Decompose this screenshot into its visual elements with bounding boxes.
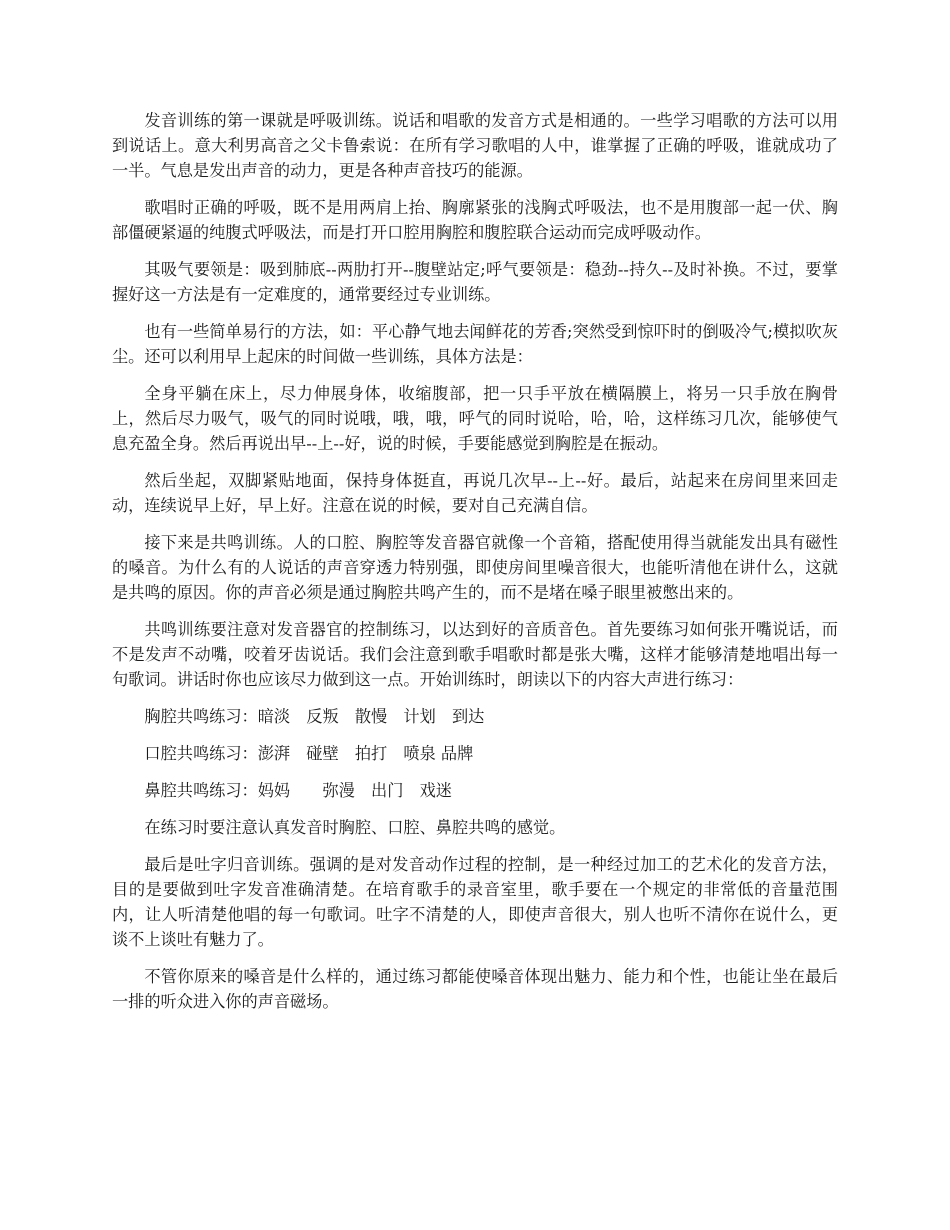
practice-line-chest: 胸腔共鸣练习：暗淡 反叛 散慢 计划 到达 xyxy=(144,707,485,726)
paragraph-practice-note: 在练习时要注意认真发音时胸腔、口腔、鼻腔共鸣的感觉。 xyxy=(144,818,566,837)
paragraph-resonance-training: 共鸣训练要注意对发音器官的控制练习，以达到好的音质音色。首先要练习如何张开嘴说话，而不是发声不动嘴，咬着牙齿说话。我们会注意到歌手唱歌时都是张大嘴，这样才能够清楚地唱出每一句歌词。讲话时你也应该尽力做到这一点。开始训练时，朗读以下的内容大声进行练习： xyxy=(112,620,838,689)
paragraph-breathing-intro: 发音训练的第一课就是呼吸训练。说话和唱歌的发音方式是相通的。一些学习唱歌的方法可以用到说话上。意大利男高音之父卡鲁索说：在所有学习歌唱的人中，谁掌握了正确的呼吸，谁就成功了一半。气息是发出声音的动力，更是各种声音技巧的能源。 xyxy=(112,111,838,180)
practice-line-mouth: 口腔共鸣练习：澎湃 碰壁 拍打 喷泉 品牌 xyxy=(144,744,474,763)
paragraph-breathing-keys: 其吸气要领是：吸到肺底--两肋打开--腹壁站定;呼气要领是：稳劲--持久--及时补换。不过，要掌握好这一方法是有一定难度的，通常要经过专业训练。 xyxy=(112,260,838,304)
paragraph-resonance-intro: 接下来是共鸣训练。人的口腔、胸腔等发音器官就像一个音箱，搭配使用得当就能发出具有磁性的嗓音。为什么有的人说话的声音穿透力特别强，即使房间里噪音很大，也能听清他在讲什么，这就是共鸣的原因。你的声音必须是通过胸腔共鸣产生的，而不是堵在嗓子眼里被憋出来的。 xyxy=(112,533,838,602)
paragraph-correct-breathing: 歌唱时正确的呼吸，既不是用两肩上抬、胸廓紧张的浅胸式呼吸法，也不是用腹部一起一伏、胸部僵硬紧逼的纯腹式呼吸法，而是打开口腔用胸腔和腹腔联合运动而完成呼吸动作。 xyxy=(112,198,838,242)
paragraph-lying-exercise: 全身平躺在床上，尽力伸展身体，收缩腹部，把一只手平放在横隔膜上，将另一只手放在胸骨上，然后尽力吸气，吸气的同时说哦，哦，哦，呼气的同时说哈，哈，哈，这样练习几次，能够使气息充盈全身。然后再说出早--上--好，说的时候，手要能感觉到胸腔是在振动。 xyxy=(112,384,838,453)
paragraph-simple-methods: 也有一些简单易行的方法，如：平心静气地去闻鲜花的芳香;突然受到惊吓时的倒吸冷气;模拟吹灰尘。还可以利用早上起床的时间做一些训练，具体方法是： xyxy=(112,322,838,366)
paragraph-conclusion: 不管你原来的嗓音是什么样的，通过练习都能使嗓音体现出魅力、能力和个性，也能让坐在最后一排的听众进入你的声音磁场。 xyxy=(112,967,838,1011)
paragraph-articulation: 最后是吐字归音训练。强调的是对发音动作过程的控制，是一种经过加工的艺术化的发音方法，目的是要做到吐字发音准确清楚。在培育歌手的录音室里，歌手要在一个规定的非常低的音量范围内，让人听清楚他唱的每一句歌词。吐字不清楚的人，即使声音很大，别人也听不清你在说什么，更谈不上谈吐有魅力了。 xyxy=(112,855,838,949)
paragraph-sitting-exercise: 然后坐起，双脚紧贴地面，保持身体挺直，再说几次早--上--好。最后，站起来在房间里来回走动，连续说早上好，早上好。注意在说的时候，要对自己充满自信。 xyxy=(112,471,838,515)
practice-line-nose: 鼻腔共鸣练习：妈妈 弥漫 出门 戏迷 xyxy=(144,781,452,800)
